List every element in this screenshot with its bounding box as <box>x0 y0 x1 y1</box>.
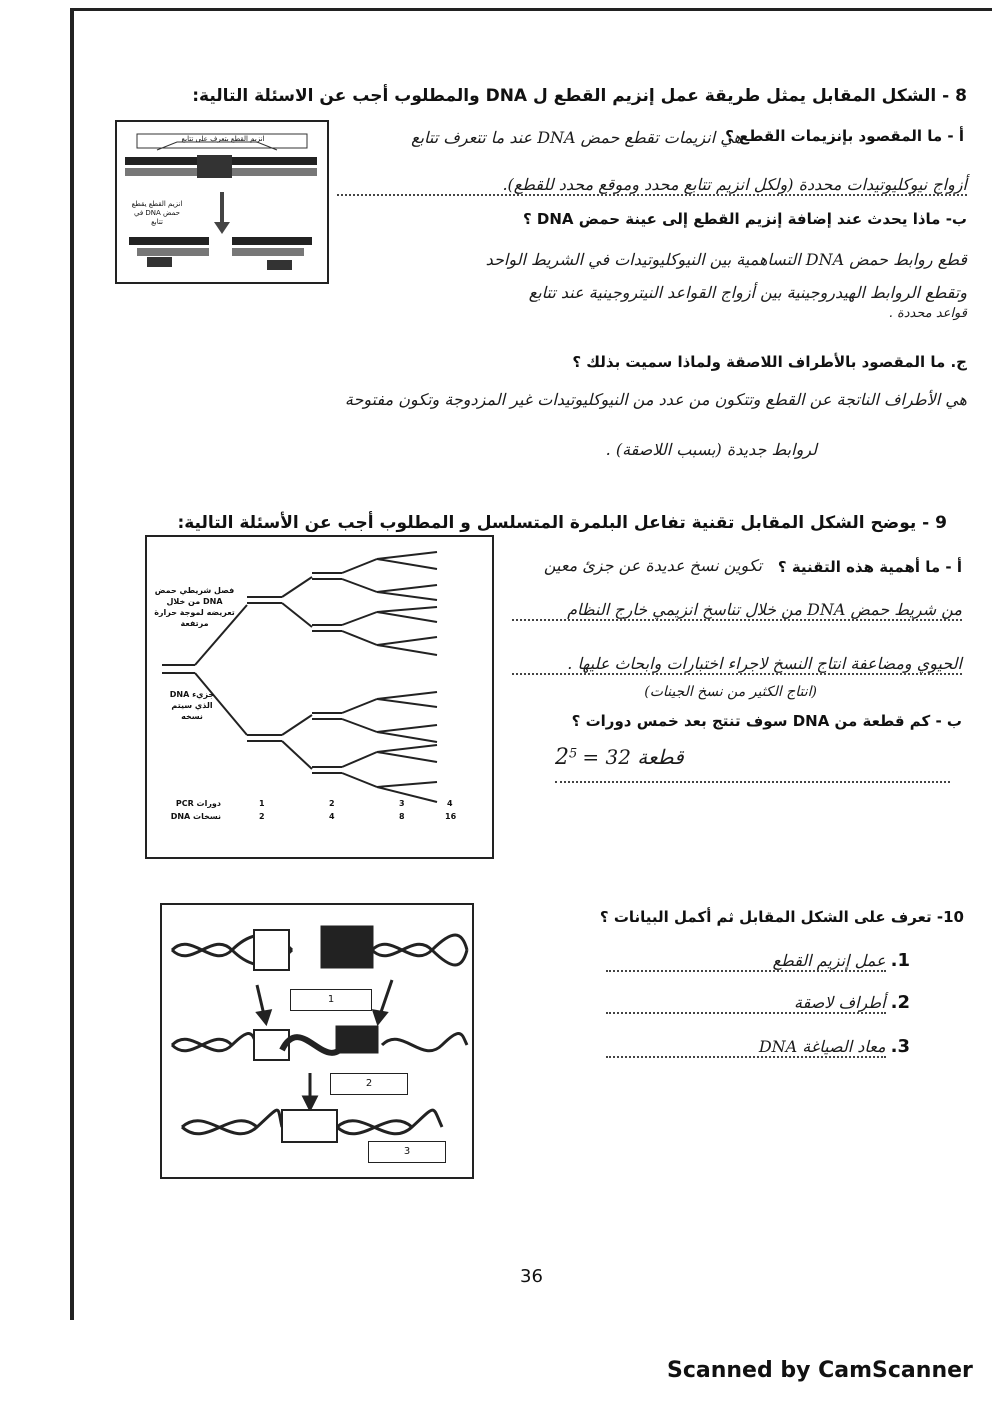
q9-b-answer-rest: = 32 قطعة <box>582 745 684 769</box>
q9-b-answer-exp: 5 <box>569 746 578 762</box>
q8-heading: 8 - الشكل المقابل يمثل طريقة عمل إنزيم القطع ل DNA والمطلوب أجب عن الاسئلة التالية: <box>192 86 967 106</box>
pcr-cycle-4: 4 <box>447 799 453 808</box>
q8-b-answer-line3: قواعد محددة . <box>888 306 967 321</box>
q10-answer-1 <box>600 950 910 972</box>
q10-answer-2-num: 2. <box>890 992 910 1013</box>
q8-a-answer-line1: هي انزيمات تقطع حمض DNA عند ما تتعرف تتابع <box>411 128 742 147</box>
recombinant-dna-diagram <box>162 905 472 1177</box>
q10-answer-1-num: 1. <box>890 950 910 971</box>
q9-a-answer-line2: من شريط حمض DNA من خلال تناسخ انزيمي خارج النظام <box>512 600 962 621</box>
pcr-copies-2: 2 <box>259 812 265 821</box>
pcr-copies-8: 8 <box>399 812 405 821</box>
pcr-cycles-label: دورات PCR <box>175 799 221 808</box>
q8-c-answer-line1: هي الأطراف الناتجة عن القطع وتتكون من عدد من النيوكليوتيدات غير المزدوجة وتكون مفتوحة <box>344 390 967 409</box>
q10-heading: 10- تعرف على الشكل المقابل ثم أكمل البيانات ؟ <box>599 908 964 926</box>
page-frame-left <box>70 8 74 1320</box>
q10-figure <box>160 903 474 1179</box>
q8-b-question: ب- ماذا يحدث عند إضافة إنزيم القطع إلى عينة حمض DNA ؟ <box>522 210 967 228</box>
q8-figure <box>115 120 329 284</box>
pcr-cycle-2: 2 <box>329 799 335 808</box>
q8-c-question: ج. ما المقصود بالأطراف اللاصقة ولماذا سميت بذلك ؟ <box>572 353 967 371</box>
q10-box-1: 1 <box>290 989 372 1011</box>
q8-b-answer-line2: وتقطع الروابط الهيدروجينية بين أزواج القواعد النيتروجينية عند تتابع <box>528 283 967 302</box>
q9-pcr-figure <box>145 535 494 859</box>
q9-a-answer-line4: (انتاج الكثير من نسخ الجينات) <box>644 684 817 700</box>
q10-box-3: 3 <box>368 1141 446 1163</box>
pcr-separate-label: فصل شريطي حمض DNA من خلال تعريضه لموجة حرارة مرتفعة <box>154 586 235 628</box>
pcr-molecule-label: جزيء DNA الذي سيتم نسخه <box>169 690 215 721</box>
q8-figure-top-label: انزيم القطع يتعرف على تتابع <box>181 135 265 143</box>
q9-b-answer-base: 2 <box>555 745 569 770</box>
page-number: 36 <box>520 1266 543 1287</box>
q8-b-answer-line1: قطع روابط حمض DNA التساهمية بين النيوكليوتيدات في الشريط الواحد <box>485 250 967 269</box>
scanner-footer: Scanned by CamScanner <box>667 1358 973 1383</box>
q9-b-question: ب - كم قطعة من DNA سوف تنتج بعد خمس دورات ؟ <box>571 712 962 730</box>
q10-answer-2 <box>600 992 910 1014</box>
q10-answer-3-num: 3. <box>890 1036 910 1057</box>
q8-a-answer-line2: أزواج نيوكليوتيدات محددة (ولكل انزيم تتابع محدد وموقع محدد للقطع). <box>337 175 967 196</box>
q10-answer-3 <box>600 1036 910 1058</box>
page-frame-top <box>70 8 992 11</box>
q10-answer-3-text: معاد الصياغة DNA <box>606 1037 886 1058</box>
pcr-copies-16: 16 <box>445 812 457 821</box>
pcr-cycle-1: 1 <box>259 799 265 808</box>
q10-answer-1-text: عمل إنزيم القطع <box>606 951 886 972</box>
q10-box-2: 2 <box>330 1073 408 1095</box>
pcr-copies-4: 4 <box>329 812 335 821</box>
q9-b-answer <box>555 745 950 783</box>
pcr-cycle-3: 3 <box>399 799 405 808</box>
q10-answer-2-text: أطراف لاصقة <box>606 993 886 1014</box>
q8-figure-middle-label: انزيم القطع يقطع حمض DNA في تتابع <box>131 200 183 226</box>
pcr-copies-label: نسخات DNA <box>170 812 221 821</box>
q9-a-question: أ - ما أهمية هذه التقنية ؟ <box>777 558 962 576</box>
q9-heading: 9 - يوضح الشكل المقابل تقنية تفاعل البلمرة المتسلسل و المطلوب أجب عن الأسئلة التالية: <box>177 513 947 533</box>
q8-c-answer-line2: لروابط جديدة (بسبب اللاصقة) . <box>605 440 817 459</box>
q9-a-answer-line3: الحيوي ومضاعفة انتاج النسخ لاجراء اختبارات وابحاث عليها . <box>512 654 962 675</box>
q9-a-answer-line1: تكوين نسخ عديدة عن جزئ معين <box>543 556 762 575</box>
q8-a-question: أ - ما المقصود بإنزيمات القطع ؟ <box>725 127 964 145</box>
